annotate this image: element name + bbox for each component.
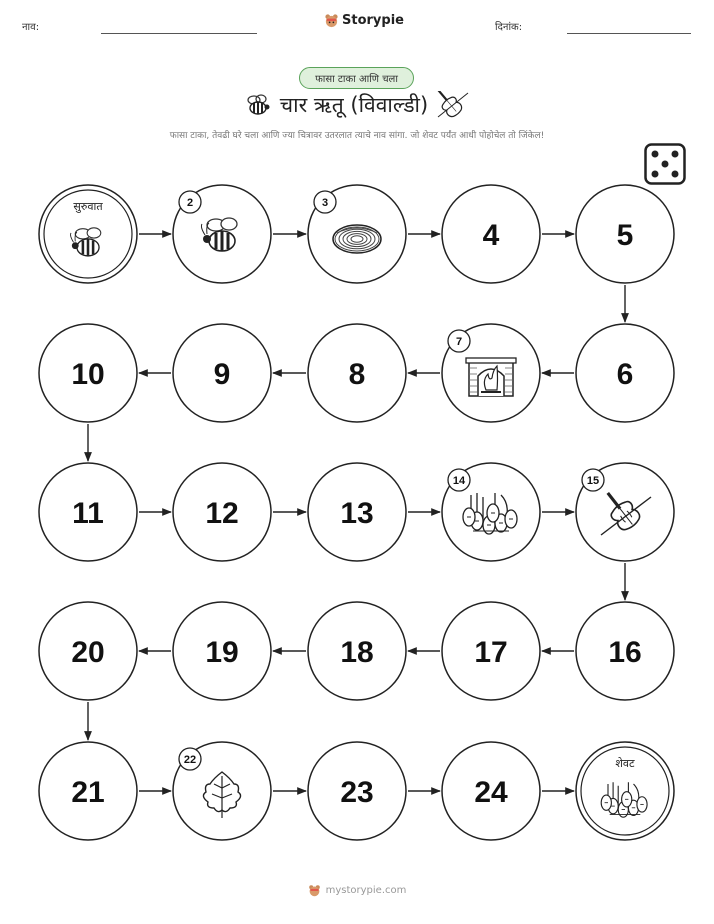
board-space-8[interactable]	[308, 324, 406, 422]
space-number: 20	[71, 636, 105, 669]
space-number: 18	[340, 636, 374, 669]
space-number: 9	[213, 358, 231, 391]
space-number: 21	[71, 776, 105, 809]
nest-icon	[333, 225, 381, 253]
space-number: 16	[608, 636, 642, 669]
name-label: नाव:	[22, 22, 40, 33]
board-space-7[interactable]	[442, 324, 540, 422]
space-number: 24	[474, 776, 508, 809]
space-number: 10	[71, 358, 105, 391]
space-badge-number: 7	[455, 336, 463, 348]
space-badge-number: 14	[452, 475, 466, 487]
footer	[0, 884, 714, 897]
board-space-18[interactable]	[308, 602, 406, 700]
space-number: 13	[340, 497, 374, 530]
board-space-10[interactable]	[39, 324, 137, 422]
page-title: चार ऋतू (विवाल्डी)	[279, 93, 429, 117]
space-badge-number: 22	[183, 754, 197, 766]
space-number: 17	[474, 636, 508, 669]
board-space-17[interactable]	[442, 602, 540, 700]
space-number: 8	[348, 358, 366, 391]
space-number: 11	[72, 497, 104, 530]
space-badge-number: 2	[186, 197, 194, 209]
space-number: 19	[205, 636, 239, 669]
instructions: फासा टाका, तेवढी घरे चला आणि ज्या चित्रावर उतरलात त्याचे नाव सांगा. जो शेवट पर्यंत आधी पोहोचेल तो जिंकेल!	[169, 131, 545, 141]
board-space-4[interactable]	[442, 185, 540, 283]
board-space-13[interactable]	[308, 463, 406, 561]
board-space-20[interactable]	[39, 602, 137, 700]
space-number: 12	[205, 497, 239, 530]
brand-name: Storypie	[342, 13, 404, 28]
board-space-16[interactable]	[576, 602, 674, 700]
board-space-9[interactable]	[173, 324, 271, 422]
board-space-3[interactable]	[308, 185, 406, 283]
footer-url: mystorypie.com	[325, 885, 407, 896]
space-number: 23	[340, 776, 374, 809]
board-space-12[interactable]	[173, 463, 271, 561]
finish-space[interactable]	[576, 742, 674, 840]
space-number: 6	[616, 358, 634, 391]
finish-label: शेवट	[615, 757, 635, 770]
board-space-11[interactable]	[39, 463, 137, 561]
board-space-24[interactable]	[442, 742, 540, 840]
start-space[interactable]	[39, 185, 137, 283]
date-label: दिनांक:	[495, 22, 523, 33]
board-space-23[interactable]	[308, 742, 406, 840]
space-number: 4	[482, 219, 500, 252]
board-space-22[interactable]	[173, 742, 271, 840]
bear-logo-icon	[308, 884, 321, 897]
board-space-6[interactable]	[576, 324, 674, 422]
board-space-21[interactable]	[39, 742, 137, 840]
space-badge-number: 15	[586, 475, 600, 487]
board-space-14[interactable]	[442, 463, 540, 561]
fireplace-icon	[466, 358, 516, 396]
game-type-pill: फासा टाका आणि चला	[299, 67, 414, 89]
board-space-2[interactable]	[173, 185, 271, 283]
board-space-15[interactable]	[576, 463, 674, 561]
board-space-5[interactable]	[576, 185, 674, 283]
board-space-19[interactable]	[173, 602, 271, 700]
space-number: 5	[616, 219, 634, 252]
start-label: सुरुवात	[73, 200, 103, 213]
space-badge-number: 3	[321, 197, 329, 209]
